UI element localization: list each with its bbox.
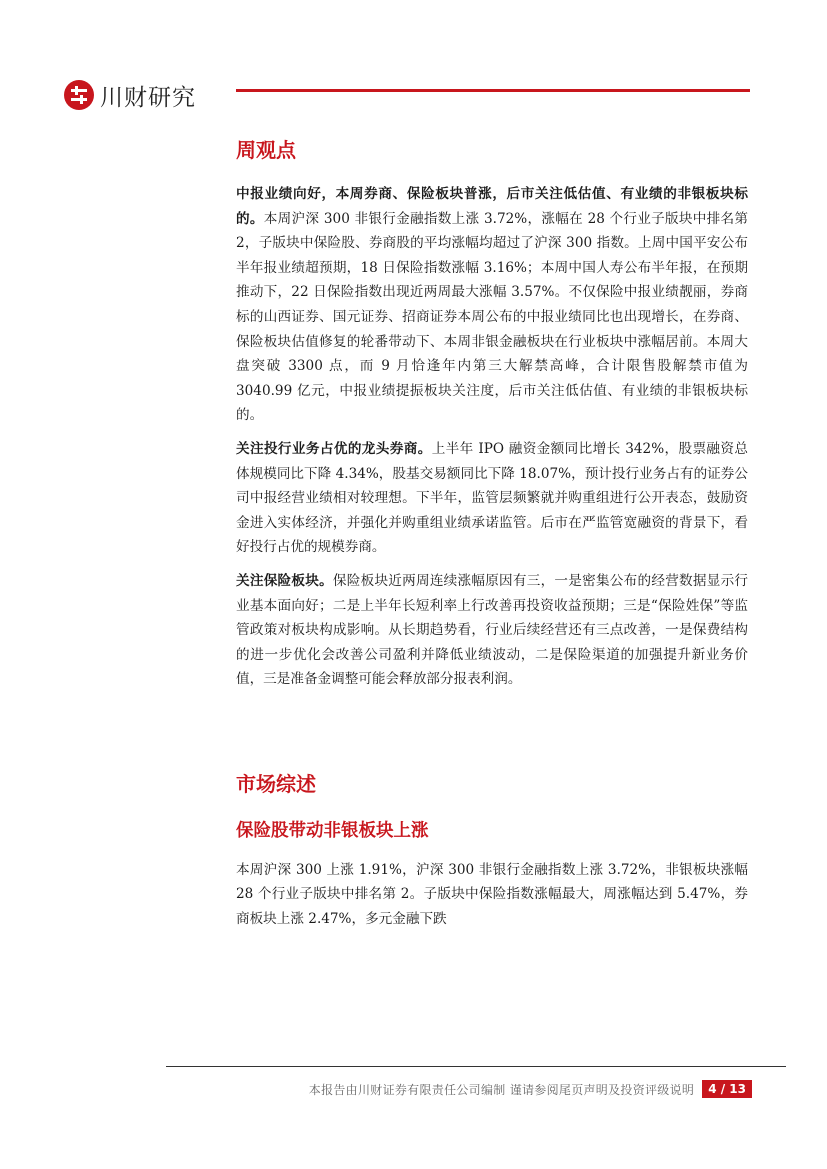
paragraph-lead: 关注保险板块。 [236, 572, 333, 589]
market-overview-paragraph: 本周沪深 300 上涨 1.91%，沪深 300 非银行金融指数上涨 3.72%，非银板块涨幅 28 个行业子版块中排名第 2。子版块中保险指数涨幅最大，周涨幅达到 5.47%，券商板块上涨 2.47%，多元金融下跌 [236, 861, 748, 928]
weekly-view-heading: 周观点 [236, 138, 296, 162]
header-divider [236, 89, 750, 92]
page-number-badge: 4 / 13 [702, 1080, 752, 1098]
footer-disclaimer: 本报告由川财证券有限责任公司编制 谨请参阅尾页声明及投资评级说明 [308, 1082, 695, 1097]
market-overview-heading: 市场综述 [236, 771, 316, 796]
page-footer [232, 1078, 752, 1100]
weekly-view-paragraph-1 [236, 182, 748, 428]
paragraph-lead: 中报业绩向好，本周券商、保险板块普涨，后市关注低估值、有业绩的非银板块标的。 [236, 186, 748, 227]
paragraph-lead: 关注投行业务占优的龙头券商。 [236, 440, 432, 457]
paragraph-body: 本周沪深 300 非银行金融指数上涨 3.72%，涨幅在 28 个行业子版块中排名第 2，子版块中保险股、券商股的平均涨幅均超过了沪深 300 指数。上周中国平安公布半年报业绩超预期，18 日保险指数涨幅 3.16%；本周中国人寿公布半年报，在预期推动下，22 日保险指数出现近两周最大涨幅 3.57%。不仅保险中报业绩靓丽，券商标的山西证券、国元证券、招商证券本周公布的中报业绩同比也出现增长，在券商、保险板块估值修复的轮番带动下、本周非银金融板块在行业板块中涨幅居前。本周大盘突破 3300 点，而 9 月恰逢年内第三大解禁高峰，合计限售股解禁市值为 3040.99 亿元，中报业绩提振板块关注度，后市关注低估值、有业绩的非银板块标的。 [236, 210, 749, 424]
paragraph-body: 保险板块近两周连续涨幅原因有三，一是密集公布的经营数据显示行业基本面向好；二是上半年长短利率上行改善再投资收益预期；三是“保险姓保”等监管政策对板块构成影响。从长期趋势看，行业后续经营还有三点改善，一是保费结构的进一步优化会改善公司盈利并降低业绩波动，二是保险渠道的加强提升新业务价值，三是准备金调整可能会释放部分报表利润。 [236, 572, 749, 688]
brand-name: 川财研究 [100, 84, 196, 111]
brand-logo [64, 78, 196, 112]
weekly-view-paragraph-3 [236, 569, 748, 692]
weekly-view-paragraph-2 [236, 437, 748, 560]
footer-divider [166, 1066, 786, 1067]
chuancai-logo-icon [64, 80, 94, 110]
paragraph-body: 上半年 IPO 融资金额同比增长 342%，股票融资总体规模同比下降 4.34%，股基交易额同比下降 18.07%，预计投行业务占有的证券公司中报经营业绩相对较理想。下半年，监管层频繁就并购重组进行公开表态，鼓励资金进入实体经济，并强化并购重组业绩承诺监管。后市在严监管宽融资的背景下，看好投行占优的规模券商。 [236, 440, 748, 556]
report-body [236, 130, 748, 932]
market-overview-subheading: 保险股带动非银板块上涨 [236, 820, 429, 841]
